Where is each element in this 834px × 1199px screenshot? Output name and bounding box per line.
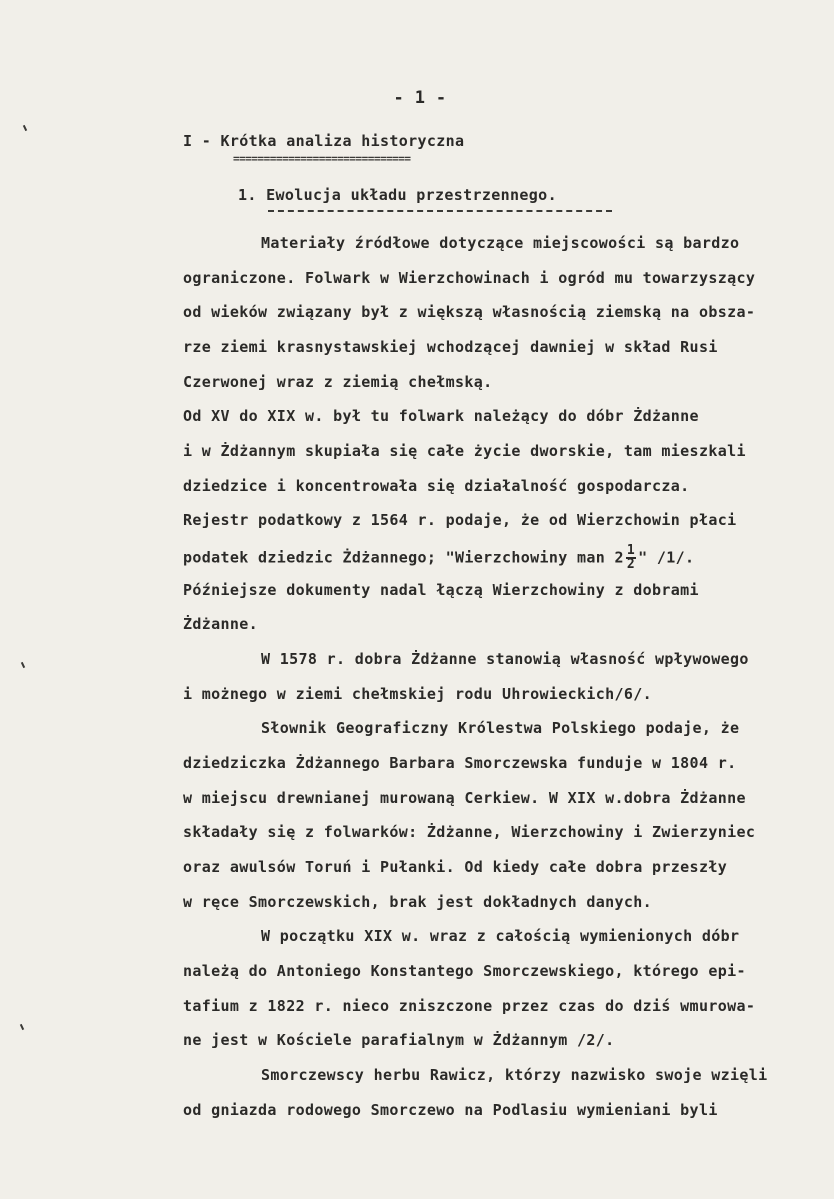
text-line: w ręce Smorczewskich, brak jest dokładnych danych. [183, 893, 653, 911]
text-line: ne jest w Kościele parafialnym w Żdżannym /2/. [183, 1031, 615, 1049]
text-line: Późniejsze dokumenty nadal łączą Wierzchowiny z dobrami [183, 581, 699, 599]
fraction-denominator: 2 [626, 557, 636, 572]
text-line: i w Żdżannym skupiała się całe życie dworskie, tam mieszkali [183, 442, 746, 460]
section-heading: I - Krótka analiza historyczna [183, 132, 465, 150]
text-line: od wieków związany był z większą własnością ziemską na obsza- [183, 303, 756, 321]
text-line-part: podatek dziedzic Żdżannego; "Wierzchowiny man 2 [183, 548, 624, 567]
heading-double-underline: ============================= [233, 155, 411, 163]
page-number: - 1 - [393, 88, 447, 108]
fraction [626, 545, 636, 571]
text-line: rze ziemi krasnystawskiej wchodzącej dawniej w skład Rusi [183, 338, 718, 356]
text-line: składały się z folwarków: Żdżanne, Wierzchowiny i Zwierzyniec [183, 823, 756, 841]
text-line: ograniczone. Folwark w Wierzchowinach i ogród mu towarzyszący [183, 269, 756, 287]
margin-speck [23, 125, 27, 131]
margin-speck [20, 1024, 24, 1030]
text-line: Smorczewscy herbu Rawicz, którzy nazwisko swoje wzięli [261, 1066, 768, 1084]
text-line: Słownik Geograficzny Królestwa Polskiego podaje, że [261, 719, 740, 737]
text-line: Żdżanne. [183, 615, 259, 633]
text-line: oraz awulsów Toruń i Pułanki. Od kiedy całe dobra przeszły [183, 858, 728, 876]
text-line: Czerwonej wraz z ziemią chełmską. [183, 373, 493, 391]
text-line-with-fraction [183, 545, 694, 571]
text-line: dziedzice i koncentrowała się działalność gospodarcza. [183, 477, 690, 495]
text-line: w miejscu drewnianej murowaną Cerkiew. W XIX w.dobra Żdżanne [183, 789, 746, 807]
text-line: W 1578 r. dobra Żdżanne stanowią własność wpływowego [261, 650, 749, 668]
text-line-part: " /1/. [638, 548, 695, 567]
text-line: należą do Antoniego Konstantego Smorczewskiego, którego epi- [183, 962, 746, 980]
text-line: od gniazda rodowego Smorczewo na Podlasiu wymieniani byli [183, 1101, 718, 1119]
text-line: i możnego w ziemi chełmskiej rodu Uhrowieckich/6/. [183, 685, 653, 703]
fraction-numerator: 1 [626, 543, 636, 558]
text-line: Od XV do XIX w. był tu folwark należący do dóbr Żdżanne [183, 407, 699, 425]
text-line: Rejestr podatkowy z 1564 r. podaje, że od Wierzchowin płaci [183, 511, 737, 529]
text-line: Materiały źródłowe dotyczące miejscowości są bardzo [261, 234, 740, 252]
margin-speck [21, 662, 25, 668]
subheading-dashed-underline [268, 210, 612, 212]
text-line: tafium z 1822 r. nieco zniszczone przez czas do dziś wmurowa- [183, 997, 756, 1015]
text-line: W początku XIX w. wraz z całością wymienionych dóbr [261, 927, 740, 945]
text-line: dziedziczka Żdżannego Barbara Smorczewska funduje w 1804 r. [183, 754, 737, 772]
subsection-heading: 1. Ewolucja układu przestrzennego. [238, 186, 557, 204]
